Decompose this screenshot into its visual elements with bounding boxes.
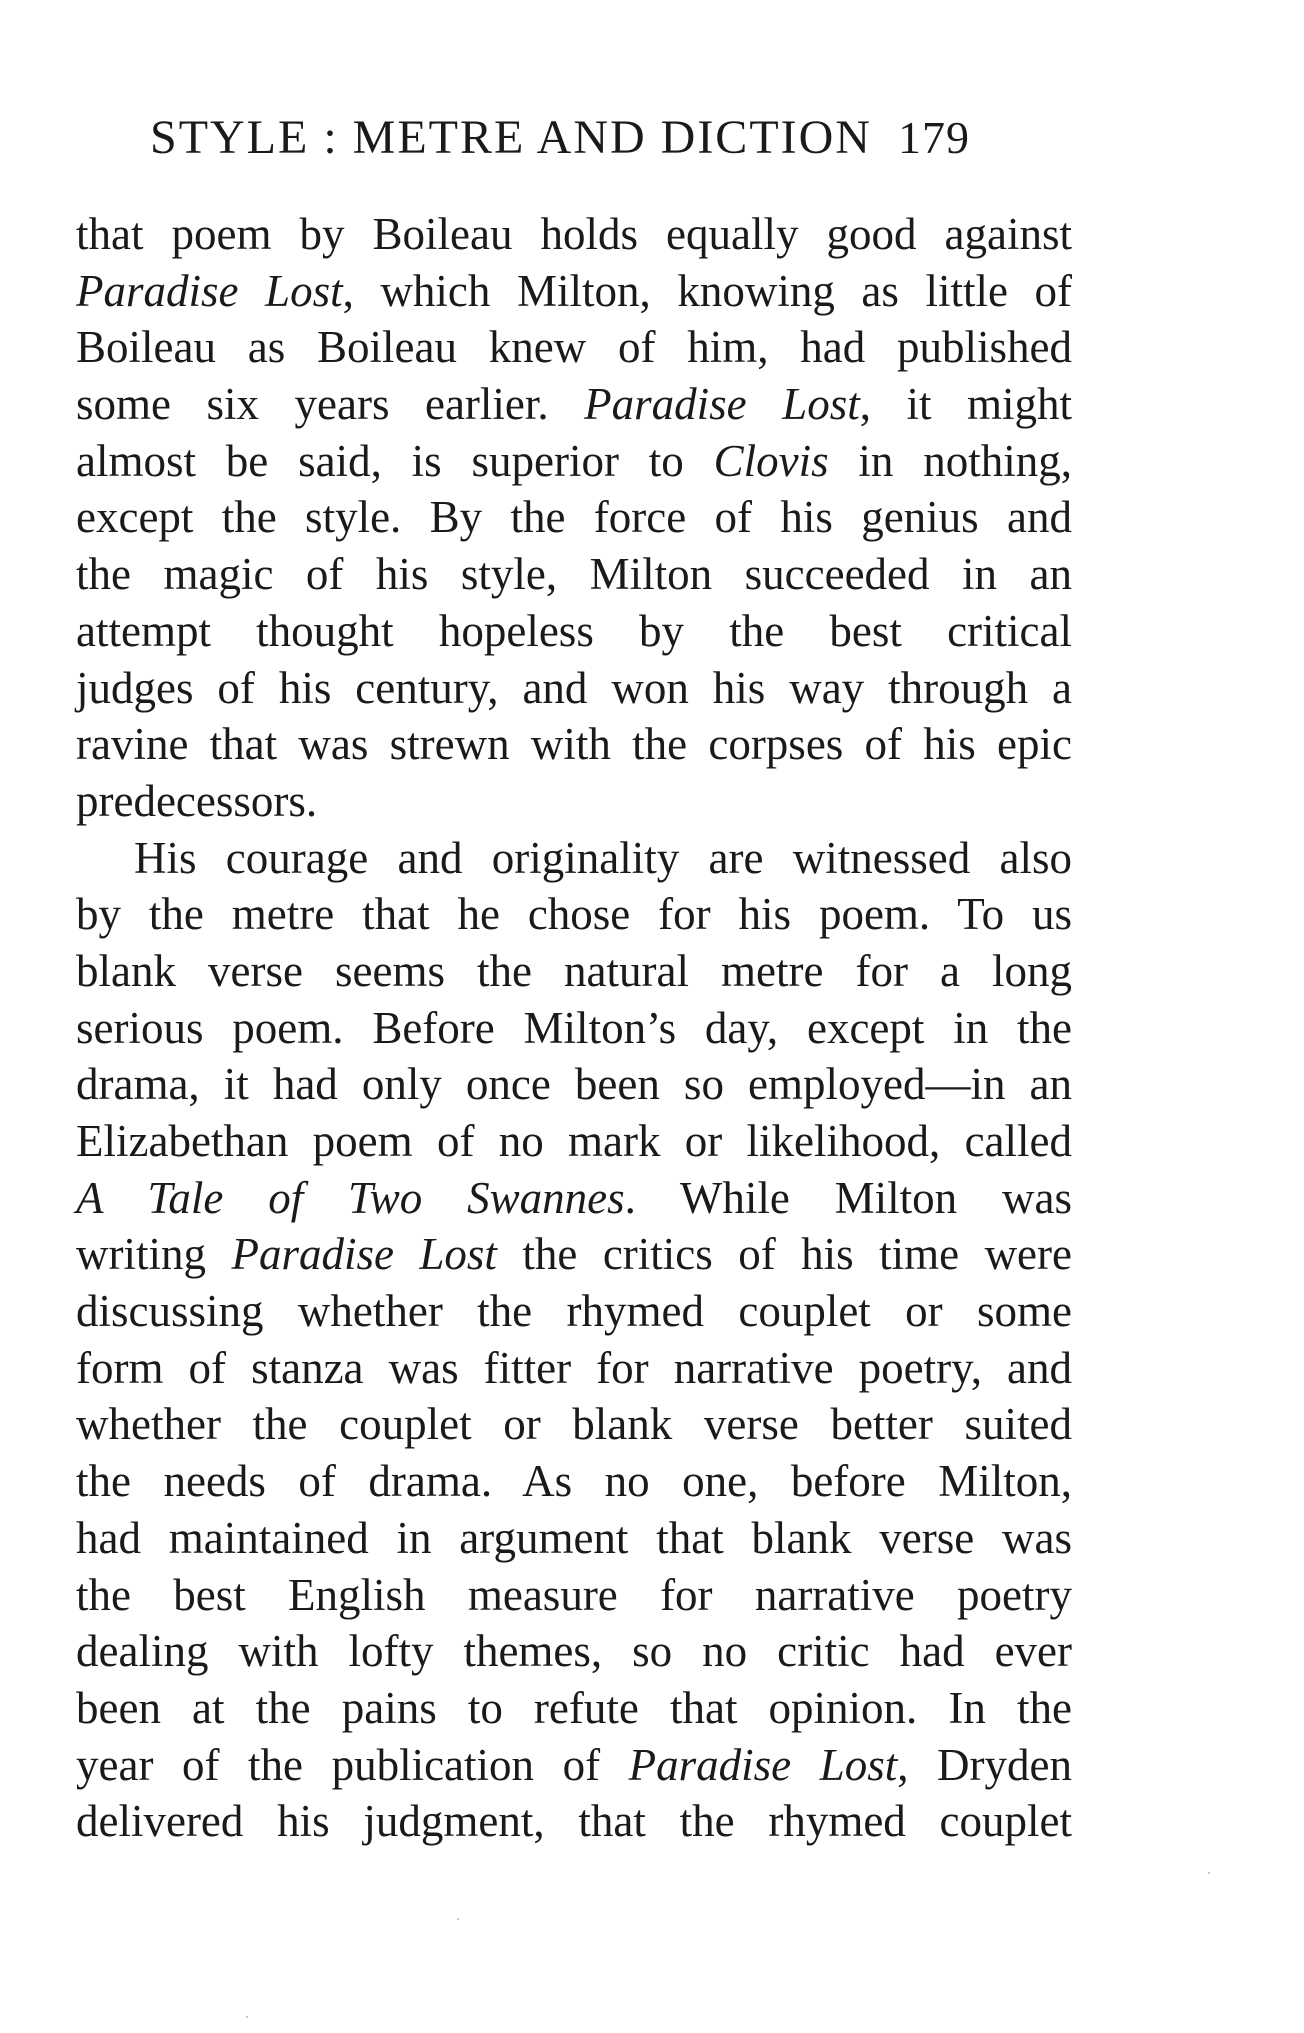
text-segment: except the style. By the force of his genius and xyxy=(76,492,1072,543)
paper-speck xyxy=(457,1918,459,1920)
text-segment: , which Milton, knowing as little of xyxy=(342,265,1073,316)
text-line xyxy=(76,1737,1072,1794)
text-segment: judges of his century, and won his way through a xyxy=(76,662,1072,713)
text-segment: whether the couplet or blank verse better suited xyxy=(76,1399,1072,1450)
text-segment: had maintained in argument that blank verse was xyxy=(76,1512,1072,1563)
text-line xyxy=(76,1056,1072,1113)
text-segment: dealing with lofty themes, so no critic had ever xyxy=(76,1626,1072,1677)
text-line xyxy=(76,943,1072,1000)
text-segment: ravine that was strewn with the corpses of his epic xyxy=(76,719,1072,770)
text-line xyxy=(76,319,1072,376)
body-text xyxy=(76,206,1072,1850)
text-line xyxy=(76,1510,1072,1567)
text-line xyxy=(76,1680,1072,1737)
text-line xyxy=(76,376,1072,433)
italic-text: Paradise Lost xyxy=(584,379,860,430)
text-segment: Boileau as Boileau knew of him, had published xyxy=(76,322,1072,373)
text-line xyxy=(76,1340,1072,1397)
text-line xyxy=(76,1453,1072,1510)
text-segment: the critics of his time were xyxy=(496,1229,1072,1280)
italic-text: Paradise Lost xyxy=(76,265,343,316)
italic-text: Paradise Lost xyxy=(231,1229,497,1280)
text-segment: , it might xyxy=(859,379,1073,430)
text-line xyxy=(76,1283,1072,1340)
text-segment: been at the pains to refute that opinion. In the xyxy=(76,1682,1072,1733)
italic-text: Clovis xyxy=(713,435,829,486)
paper-speck xyxy=(246,2016,248,2018)
paper-speck xyxy=(1208,1872,1210,1874)
text-segment: serious poem. Before Milton’s day, except in the xyxy=(76,1002,1072,1053)
text-segment: writing xyxy=(76,1229,232,1280)
text-line xyxy=(76,660,1072,717)
text-line xyxy=(76,489,1072,546)
text-segment: attempt thought hopeless by the best critical xyxy=(76,605,1072,656)
page-number: 179 xyxy=(897,112,970,163)
text-line xyxy=(76,1170,1072,1227)
text-line xyxy=(76,1567,1072,1624)
text-segment: discussing whether the rhymed couplet or some xyxy=(76,1286,1072,1337)
text-line xyxy=(76,1226,1072,1283)
text-line xyxy=(76,263,1072,320)
text-segment: the needs of drama. As no one, before Milton, xyxy=(76,1456,1072,1507)
text-segment: almost be said, is superior to xyxy=(76,435,714,486)
text-line xyxy=(76,1113,1072,1170)
text-segment: the magic of his style, Milton succeeded in an xyxy=(76,549,1072,600)
text-line xyxy=(76,1793,1072,1850)
text-segment: drama, it had only once been so employed—in an xyxy=(76,1059,1072,1110)
text-line xyxy=(76,886,1072,943)
running-head xyxy=(150,108,1100,168)
text-segment: Elizabethan poem of no mark or likelihood, called xyxy=(76,1116,1072,1166)
text-line xyxy=(76,716,1072,773)
text-line xyxy=(76,773,1072,830)
text-segment: blank verse seems the natural metre for a long xyxy=(76,945,1072,996)
text-line xyxy=(76,206,1072,263)
text-segment: , Dryden xyxy=(897,1739,1072,1790)
text-segment: predecessors. xyxy=(76,775,318,826)
text-segment: that poem by Boileau holds equally good against xyxy=(76,209,1072,259)
text-segment: year of the publication of xyxy=(76,1739,629,1790)
text-segment: the best English measure for narrative poetry xyxy=(76,1569,1072,1620)
text-line xyxy=(76,830,1072,887)
text-line xyxy=(76,546,1072,603)
text-line xyxy=(76,1000,1072,1057)
text-segment: by the metre that he chose for his poem. To us xyxy=(76,889,1072,940)
text-segment: His courage and originality are witnessed also xyxy=(134,832,1072,883)
text-segment: . While Milton was xyxy=(624,1172,1072,1223)
text-segment: some six years earlier. xyxy=(76,379,585,430)
text-segment: delivered his judgment, that the rhymed couplet xyxy=(76,1796,1072,1847)
text-segment: in nothing, xyxy=(828,435,1072,486)
running-head-title: STYLE : METRE AND DICTION xyxy=(150,111,872,164)
text-line xyxy=(76,433,1072,490)
text-line xyxy=(76,1623,1072,1680)
italic-text: Paradise Lost xyxy=(628,1739,898,1790)
text-segment: form of stanza was fitter for narrative poetry, and xyxy=(76,1342,1072,1393)
italic-text: A Tale of Two Swannes xyxy=(76,1172,625,1223)
text-line xyxy=(76,1396,1072,1453)
text-line xyxy=(76,603,1072,660)
